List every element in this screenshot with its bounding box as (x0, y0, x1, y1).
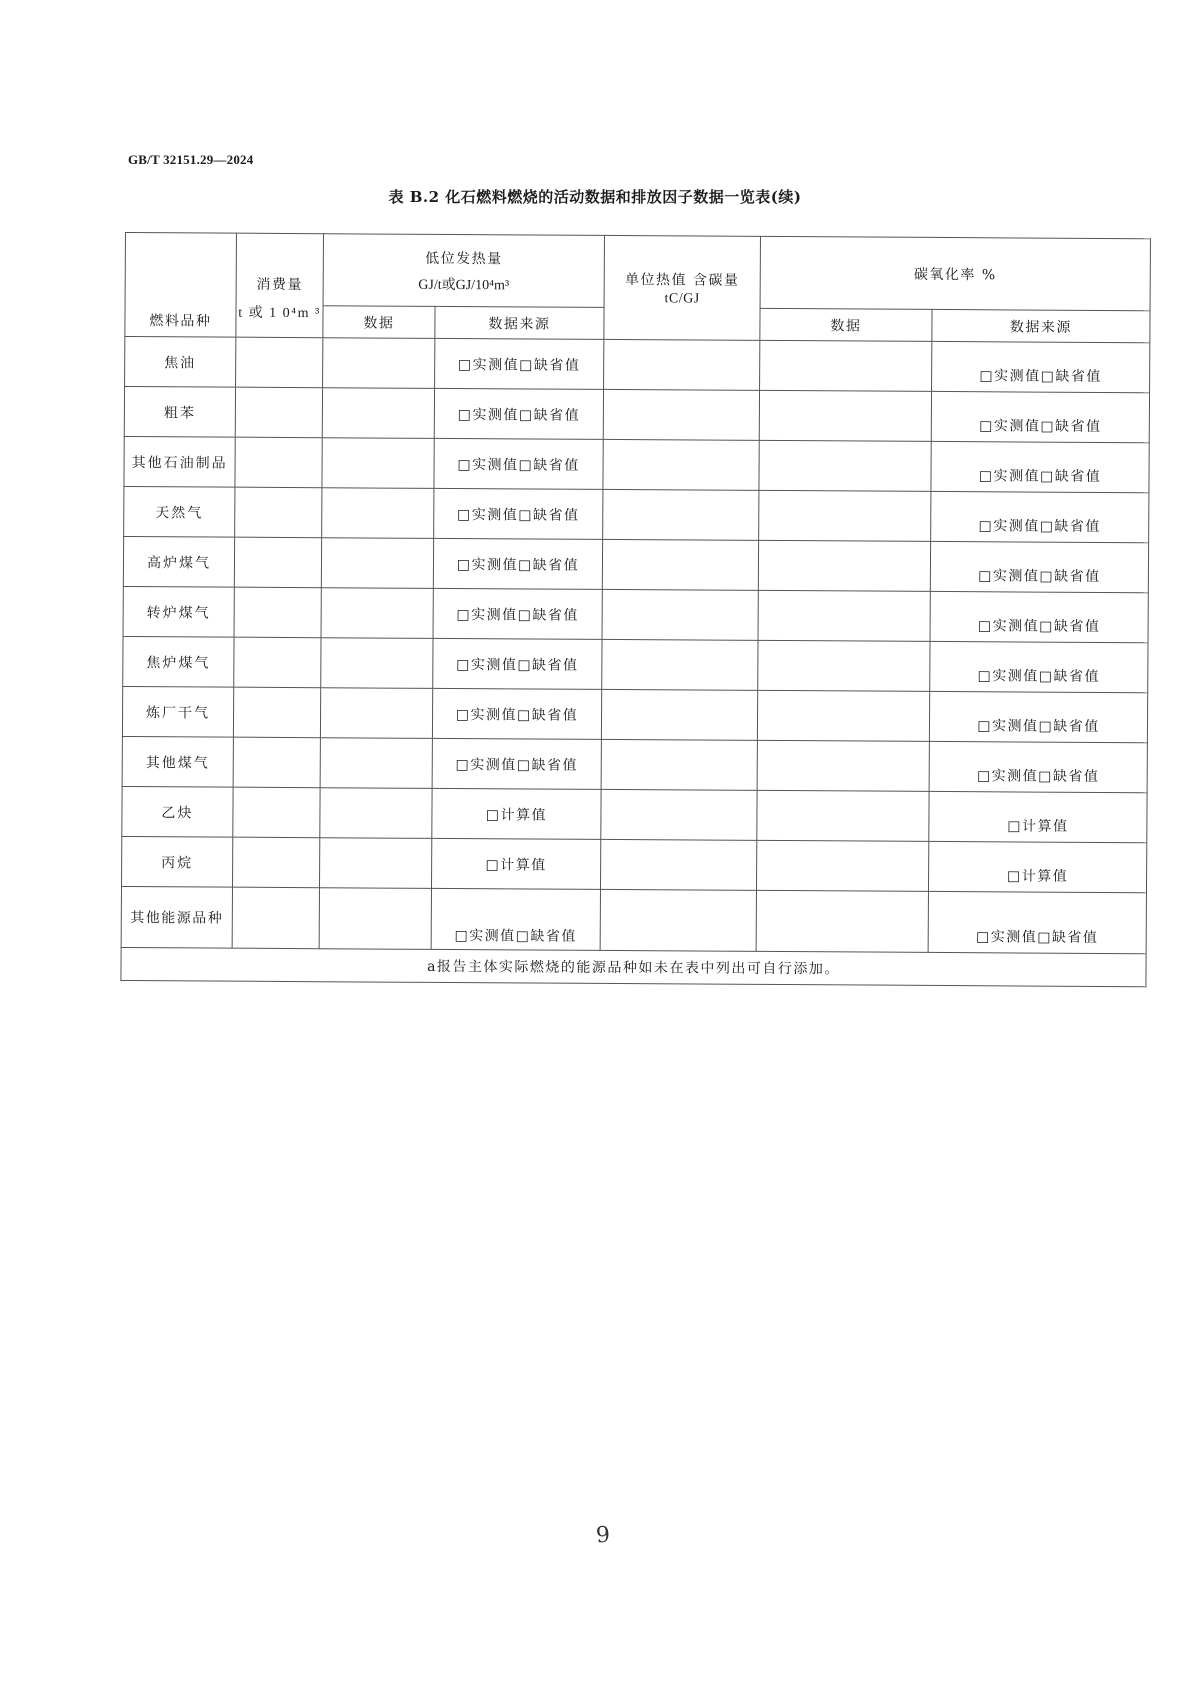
oxidation-source-options[interactable]: □实测值□缺省值 (931, 391, 1149, 442)
oxidation-source-options[interactable]: □计算值 (929, 841, 1147, 892)
fuel-name: 其他能源品种 (121, 886, 232, 948)
oxidation-data-cell[interactable] (757, 690, 929, 741)
subheader-low-data: 数据 (323, 306, 435, 339)
low-heat-source-options[interactable]: □实测值□缺省值 (433, 638, 602, 689)
unit-carbon-cell[interactable] (600, 889, 756, 951)
low-heat-data-cell[interactable] (323, 338, 435, 389)
consumption-cell[interactable] (236, 337, 323, 388)
low-heat-source-options[interactable]: □实测值□缺省值 (434, 488, 603, 539)
table-row (122, 686, 1147, 742)
fuel-name: 天然气 (124, 486, 235, 537)
low-heat-data-cell[interactable] (319, 838, 431, 889)
page-number: 9 (595, 1522, 611, 1549)
consumption-cell[interactable] (235, 487, 322, 538)
low-heat-data-cell[interactable] (322, 488, 434, 539)
low-heat-source-options[interactable]: □实测值□缺省值 (435, 338, 604, 389)
oxidation-source-options[interactable]: □实测值□缺省值 (932, 341, 1150, 392)
unit-carbon-cell[interactable] (601, 789, 757, 840)
consumption-cell[interactable] (232, 887, 319, 949)
activity-emission-table (120, 232, 1151, 987)
header-oxidation-rate: 碳氧化率 % (760, 236, 1150, 310)
low-heat-source-options[interactable]: □实测值□缺省值 (432, 738, 601, 789)
low-heat-data-cell[interactable] (320, 788, 432, 839)
subheader-ox-data: 数据 (760, 308, 932, 341)
consumption-cell[interactable] (232, 837, 319, 888)
oxidation-source-options[interactable]: □实测值□缺省值 (931, 491, 1149, 542)
consumption-cell[interactable] (234, 637, 321, 688)
consumption-cell[interactable] (233, 737, 320, 788)
unit-carbon-cell[interactable] (602, 589, 758, 640)
oxidation-data-cell[interactable] (759, 390, 931, 441)
oxidation-data-cell[interactable] (759, 440, 931, 491)
unit-carbon-cell[interactable] (601, 689, 757, 740)
oxidation-data-cell[interactable] (757, 790, 929, 841)
oxidation-data-cell[interactable] (758, 540, 930, 591)
fuel-name: 炼厂干气 (122, 686, 233, 737)
table-row (121, 886, 1146, 953)
low-heat-source-options[interactable]: □计算值 (432, 788, 601, 839)
oxidation-data-cell[interactable] (757, 740, 929, 791)
header-consumption-label: 消费量 (256, 276, 303, 294)
consumption-cell[interactable] (235, 387, 322, 438)
consumption-cell[interactable] (233, 687, 320, 738)
table-title: 表 B.2 化石燃料燃烧的活动数据和排放因子数据一览表(续) (388, 188, 802, 206)
low-heat-data-cell[interactable] (321, 588, 433, 639)
low-heat-data-cell[interactable] (320, 738, 432, 789)
oxidation-data-cell[interactable] (760, 340, 932, 391)
consumption-cell[interactable] (233, 787, 320, 838)
oxidation-source-options[interactable]: □实测值□缺省值 (930, 641, 1148, 692)
fuel-name: 高炉煤气 (123, 536, 234, 587)
unit-carbon-cell[interactable] (604, 339, 760, 390)
fuel-name: 乙炔 (122, 786, 233, 837)
oxidation-data-cell[interactable] (758, 640, 930, 691)
oxidation-data-cell[interactable] (757, 840, 929, 891)
low-heat-source-options[interactable]: □实测值□缺省值 (433, 588, 602, 639)
unit-carbon-cell[interactable] (603, 489, 759, 540)
unit-carbon-cell[interactable] (602, 639, 758, 690)
low-heat-data-cell[interactable] (321, 638, 433, 689)
unit-carbon-cell[interactable] (603, 389, 759, 440)
oxidation-source-options[interactable]: □实测值□缺省值 (931, 441, 1149, 492)
header-consumption (236, 233, 324, 338)
low-heat-source-options[interactable]: □实测值□缺省值 (434, 438, 603, 489)
low-heat-source-options[interactable]: □计算值 (431, 838, 600, 889)
unit-carbon-cell[interactable] (603, 439, 759, 490)
fuel-name: 焦油 (125, 337, 236, 388)
header-low-heat-unit: GJ/t或GJ/10⁴m³ (418, 277, 510, 293)
fuel-name: 焦炉煤气 (123, 636, 234, 687)
table-row (125, 337, 1150, 393)
low-heat-source-options[interactable]: □实测值□缺省值 (432, 688, 601, 739)
header-consumption-unit: t 或 1 0⁴m ³ (238, 305, 321, 322)
low-heat-source-options[interactable]: □实测值□缺省值 (431, 888, 600, 950)
table-row (123, 586, 1148, 642)
oxidation-source-options[interactable]: □实测值□缺省值 (930, 591, 1148, 642)
table-row (122, 736, 1147, 792)
subheader-ox-source: 数据来源 (932, 309, 1150, 342)
unit-carbon-cell[interactable] (601, 839, 757, 890)
header-fuel-type: 燃料品种 (125, 233, 237, 338)
low-heat-data-cell[interactable] (319, 888, 431, 950)
standard-code: GB/T 32151.29—2024 (128, 152, 254, 167)
header-unit-carbon (604, 235, 761, 340)
subheader-low-source: 数据来源 (435, 306, 604, 339)
table-row (124, 387, 1149, 443)
header-unit-carbon-label: 单位热值 含碳量 (624, 271, 740, 289)
oxidation-source-options[interactable]: □计算值 (929, 791, 1147, 842)
consumption-cell[interactable] (234, 587, 321, 638)
fuel-name: 丙烷 (122, 836, 233, 887)
low-heat-data-cell[interactable] (322, 438, 434, 489)
low-heat-data-cell[interactable] (322, 388, 434, 439)
fuel-name: 其他煤气 (122, 736, 233, 787)
consumption-cell[interactable] (234, 537, 321, 588)
table-row (124, 436, 1149, 492)
header-unit-carbon-unit: tC/GJ (664, 290, 700, 307)
oxidation-data-cell[interactable] (758, 590, 930, 641)
fuel-name: 粗苯 (124, 387, 235, 438)
oxidation-data-cell[interactable] (759, 490, 931, 541)
low-heat-data-cell[interactable] (321, 538, 433, 589)
oxidation-source-options[interactable]: □实测值□缺省值 (928, 891, 1146, 953)
unit-carbon-cell[interactable] (601, 739, 757, 790)
table-footnote: a报告主体实际燃烧的能源品种如未在表中列出可自行添加。 (121, 947, 1146, 986)
fuel-name: 转炉煤气 (123, 586, 234, 637)
unit-carbon-cell[interactable] (602, 539, 758, 590)
oxidation-data-cell[interactable] (756, 890, 928, 952)
table-row (123, 636, 1148, 692)
table-row (124, 486, 1149, 542)
oxidation-source-options[interactable]: □实测值□缺省值 (930, 541, 1148, 592)
footnote-row (121, 947, 1146, 986)
table-container (120, 232, 1150, 987)
header-low-heat-label: 低位发热量 (425, 250, 503, 267)
header-low-heat-value (323, 234, 604, 308)
low-heat-source-options[interactable]: □实测值□缺省值 (434, 388, 603, 439)
oxidation-source-options[interactable]: □实测值□缺省值 (929, 741, 1147, 792)
oxidation-source-options[interactable]: □实测值□缺省值 (929, 691, 1147, 742)
table-row (122, 836, 1147, 892)
low-heat-source-options[interactable]: □实测值□缺省值 (433, 538, 602, 589)
consumption-cell[interactable] (235, 437, 322, 488)
table-row (123, 536, 1148, 592)
table-row (122, 786, 1147, 842)
low-heat-data-cell[interactable] (320, 688, 432, 739)
fuel-name: 其他石油制品 (124, 436, 235, 487)
